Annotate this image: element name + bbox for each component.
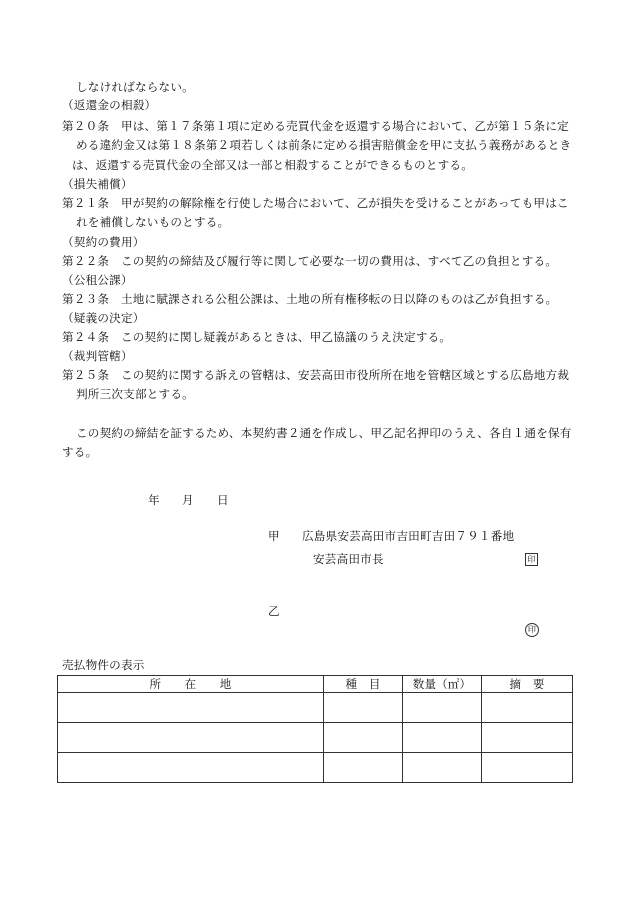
header-remarks: 摘 要	[482, 676, 573, 693]
article-22: 第２２条 この契約の締結及び履行等に関して必要な一切の費用は、すべて乙の負担とする。	[62, 254, 558, 268]
party-b-seal: 印	[525, 623, 539, 637]
party-a-name: 安芸高田市長	[313, 552, 384, 566]
cell-area	[403, 693, 482, 723]
closing-statement-cont: する。	[62, 445, 98, 459]
article-heading: （裁判管轄）	[62, 349, 133, 363]
table-row	[58, 753, 573, 783]
header-area: 数量（㎡）	[403, 676, 482, 693]
cell-remarks	[482, 693, 573, 723]
header-category: 種 目	[324, 676, 403, 693]
header-location: 所 在 地	[58, 676, 324, 693]
body-line: しなければならない。	[76, 80, 194, 94]
article-21-cont: れを補償しないものとする。	[76, 215, 230, 229]
table-row	[58, 723, 573, 753]
article-20-cont: は、返還する売買代金の全部又は一部と相殺することができるものとする。	[72, 158, 473, 172]
article-heading: （返還金の相殺）	[62, 98, 157, 112]
article-25-cont: 判所三次支部とする。	[76, 387, 194, 401]
article-heading: （契約の費用）	[62, 235, 145, 249]
cell-remarks	[482, 723, 573, 753]
article-heading: （損失補償）	[62, 177, 133, 191]
date-month: 月	[182, 493, 194, 507]
article-heading: （疑義の決定）	[62, 311, 145, 325]
cell-location	[58, 723, 324, 753]
cell-location	[58, 753, 324, 783]
table-header-row	[58, 676, 573, 693]
party-a-seal: 印	[525, 553, 538, 566]
cell-category	[324, 723, 403, 753]
article-20: 第２０条 甲は、第１７条第１項に定める売買代金を返還する場合において、乙が第１５条に定	[62, 119, 569, 133]
closing-statement: この契約の締結を証するため、本契約書２通を作成し、甲乙記名押印のうえ、各自１通を保有	[76, 426, 572, 440]
cell-category	[324, 693, 403, 723]
party-a-label: 甲	[268, 529, 280, 543]
article-25: 第２５条 この契約に関する訴えの管轄は、安芸高田市役所所在地を管轄区域とする広島地方裁	[62, 368, 570, 382]
party-a-address: 広島県安芸高田市吉田町吉田７９１番地	[302, 529, 515, 543]
date-year: 年	[148, 493, 160, 507]
article-24: 第２４条 この契約に関し疑義があるときは、甲乙協議のうえ決定する。	[62, 330, 452, 344]
cell-area	[403, 753, 482, 783]
party-b-label: 乙	[268, 604, 280, 618]
article-21: 第２１条 甲が契約の解除権を行使した場合において、乙が損失を受けることがあっても甲はこ	[62, 196, 569, 210]
table-row	[58, 693, 573, 723]
article-23: 第２３条 土地に賦課される公租公課は、土地の所有権移転の日以降のものは乙が負担する。	[62, 292, 558, 306]
cell-remarks	[482, 753, 573, 783]
article-heading: （公租公課）	[62, 273, 133, 287]
date-day: 日	[217, 493, 229, 507]
property-table-caption: 売払物件の表示	[62, 658, 145, 672]
property-table	[57, 675, 573, 783]
cell-area	[403, 723, 482, 753]
article-20-cont: める違約金又は第１８条第２項若しくは前条に定める損害賠償金を甲に支払う義務があるとき	[76, 138, 572, 152]
cell-category	[324, 753, 403, 783]
cell-location	[58, 693, 324, 723]
